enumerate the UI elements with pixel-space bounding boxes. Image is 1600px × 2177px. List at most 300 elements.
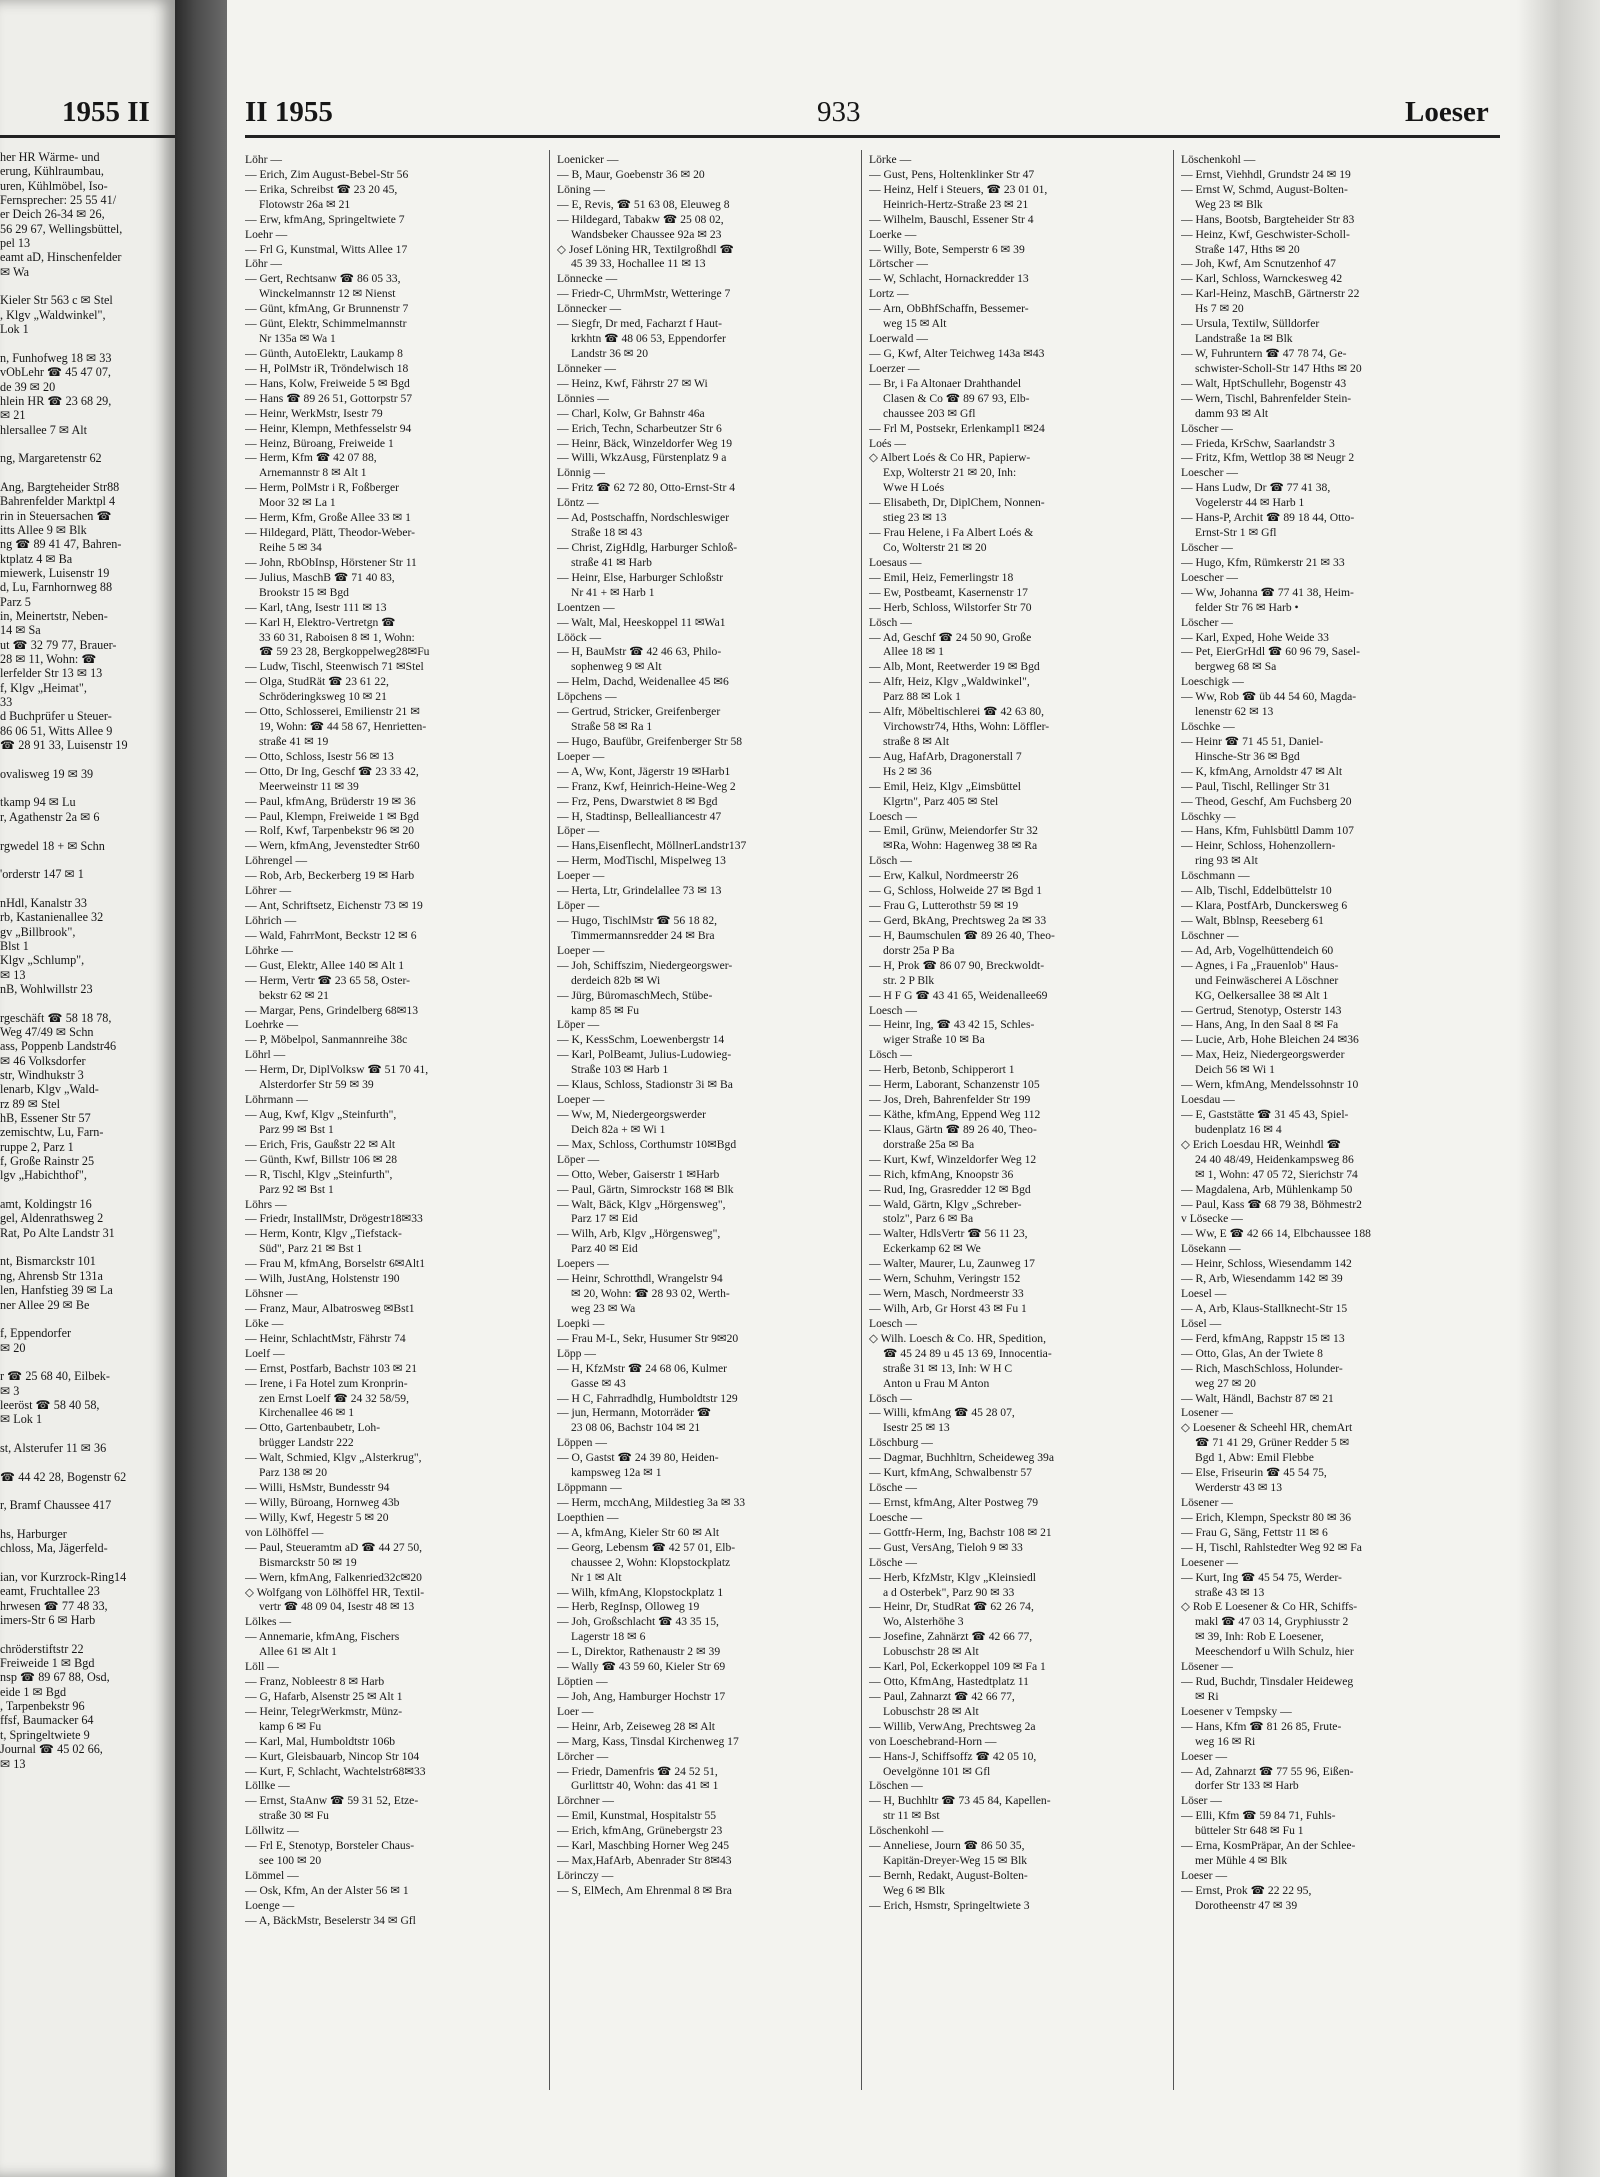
directory-line: Löser — — [1181, 1794, 1222, 1808]
directory-line: — Otto, Dr Ing, Geschf ☎ 23 33 42, — [245, 764, 419, 778]
directory-line: — Ernst, Viehhdl, Grundstr 24 ✉ 19 — [1181, 167, 1351, 181]
directory-line: Loesch — — [869, 1003, 917, 1017]
directory-line: — Joh, Ang, Hamburger Hochstr 17 — [557, 1689, 726, 1703]
directory-line: — Erw, kfmAng, Springeltwiete 7 — [245, 212, 405, 226]
directory-line: gv „Billbrook", — [0, 924, 76, 939]
directory-line: von Loeschebrand-Horn — — [869, 1734, 997, 1748]
directory-line: Wwe H Loés — [883, 481, 945, 495]
directory-line: — Walter, Maurer, Lu, Zaunweg 17 — [869, 1257, 1035, 1271]
directory-line: Lörcher — — [557, 1749, 609, 1763]
directory-line: Lösch — — [869, 615, 912, 629]
directory-line: Löppmann — — [557, 1481, 622, 1495]
directory-line: — Herb, Betonb, Schipperort 1 — [869, 1063, 1015, 1077]
directory-line: — Paul, Zahnarzt ☎ 42 66 77, — [869, 1689, 1015, 1703]
directory-line: Straße 103 ✉ Harb 1 — [571, 1063, 669, 1077]
directory-line: — Frau G, Säng, Fettstr 11 ✉ 6 — [1181, 1525, 1328, 1539]
directory-line: Loerzer — — [869, 361, 920, 375]
directory-line: Loentzen — — [557, 600, 615, 614]
directory-line: — Magdalena, Arb, Mühlenkamp 50 — [1181, 1182, 1353, 1196]
directory-line: ovalisweg 19 ✉ 39 — [0, 766, 94, 781]
directory-line: damm 93 ✉ Alt — [1195, 406, 1269, 420]
directory-line: — H C, Fahrradhdlg, Humboldtstr 129 — [557, 1391, 738, 1405]
directory-line: Loeser — — [1181, 1869, 1228, 1883]
directory-line: — Klara, PostfArb, Dunckersweg 6 — [1181, 899, 1348, 913]
directory-line: — Erich, Klempn, Speckstr 80 ✉ 36 — [1181, 1510, 1352, 1524]
directory-line: ◇ Albert Loés & Co HR, Papierw- — [869, 451, 1031, 465]
directory-line: Clasen & Co ☎ 89 67 93, Elb- — [883, 391, 1030, 405]
directory-line: — Wilh, JustAng, Holstenstr 190 — [245, 1272, 400, 1286]
directory-line: Meerweinstr 11 ✉ 39 — [259, 779, 359, 793]
directory-line: — Heinr, Ing, ☎ 43 42 15, Schles- — [869, 1018, 1035, 1032]
directory-line: Löscher — — [1181, 540, 1233, 554]
directory-line: — Karl, Exped, Hohe Weide 33 — [1181, 630, 1329, 644]
directory-line: — Olga, StudRät ☎ 23 61 22, — [245, 675, 389, 689]
directory-line: rin in Steuersachen ☎ — [0, 508, 112, 523]
directory-line: Löschen — — [869, 1779, 923, 1793]
directory-line: Rat, Po Alte Landstr 31 — [0, 1225, 115, 1240]
directory-line: — Heinz, Helf i Steuers, ☎ 23 01 01, — [869, 182, 1048, 196]
directory-line: — L, Direktor, Rathenaustr 2 ✉ 39 — [557, 1645, 721, 1659]
directory-line: 24 40 48/49, Heidenkampsweg 86 — [1195, 1152, 1354, 1166]
directory-line: — Elisabeth, Dr, DiplChem, Nonnen- — [869, 496, 1045, 510]
directory-line: — Heinr ☎ 71 45 51, Daniel- — [1181, 734, 1324, 748]
directory-line: — Wilh, kfmAng, Klopstockplatz 1 — [557, 1585, 724, 1599]
directory-line: ruppe 2, Parz 1 — [0, 1139, 74, 1154]
directory-line: Blst 1 — [0, 938, 29, 953]
directory-line: Loenicker — — [557, 153, 619, 166]
directory-line: — Wilh, Arb, Klgv „Hörgensweg", — [557, 1227, 721, 1241]
directory-line: n, Funhofweg 18 ✉ 33 — [0, 350, 112, 365]
directory-line: — W, Fuhruntern ☎ 47 78 74, Ge- — [1181, 346, 1347, 360]
year-header: II 1955 — [245, 96, 333, 128]
directory-line: 'orderstr 147 ✉ 1 — [0, 867, 84, 882]
directory-line: Löhrich — — [245, 914, 297, 928]
directory-line: pel 13 — [0, 236, 31, 251]
running-head: Loeser — [1405, 96, 1489, 128]
directory-line — [0, 882, 172, 896]
directory-line: Hs 2 ✉ 36 — [883, 764, 932, 778]
directory-line: Parz 99 ✉ Bst 1 — [259, 1122, 334, 1136]
directory-line: wiger Straße 10 ✉ Ba — [883, 1033, 985, 1047]
directory-line: f, Eppendorfer — [0, 1326, 72, 1341]
directory-line: Lönnecke — — [557, 272, 618, 286]
directory-line: Nr 1 ✉ Alt — [571, 1570, 622, 1584]
directory-line: Kapitän-Dreyer-Weg 15 ✉ Blk — [883, 1854, 1028, 1868]
directory-line: Freiweide 1 ✉ Bgd — [0, 1656, 95, 1671]
directory-line: Lörtscher — — [869, 257, 928, 271]
directory-line: Löntz — — [557, 496, 599, 510]
directory-line: — Gust, VersAng, Tieloh 9 ✉ 33 — [869, 1540, 1023, 1554]
directory-line: Loelf — — [245, 1346, 285, 1360]
directory-line: Losener — — [1181, 1406, 1233, 1420]
directory-line: — Wern, kfmAng, Falkenried32c✉20 — [245, 1570, 422, 1584]
directory-line: er Deich 26-34 ✉ 26, — [0, 207, 105, 222]
directory-line: Lösener — — [1181, 1495, 1233, 1509]
book-gutter — [175, 0, 227, 2177]
directory-line: — Charl, Kolw, Gr Bahnstr 46a — [557, 406, 705, 420]
directory-line: — Herm, Vertr ☎ 23 65 58, Oster- — [245, 973, 411, 987]
directory-line: weg 15 ✉ Alt — [883, 317, 947, 331]
directory-line: ✉ 1, Wohn: 47 05 72, Sierichstr 74 — [1195, 1167, 1358, 1181]
directory-line — [0, 996, 172, 1010]
directory-line: Landstr 36 ✉ 20 — [571, 346, 649, 360]
directory-line: von Lölhöffel — — [245, 1525, 324, 1539]
directory-line: r ☎ 25 68 40, Eilbek- — [0, 1369, 110, 1384]
directory-line: Loeper — — [557, 1093, 605, 1107]
directory-line: — Hans Ludw, Dr ☎ 77 41 38, — [1181, 481, 1331, 495]
directory-line — [0, 1556, 172, 1570]
directory-line: Löper — — [557, 1018, 600, 1032]
directory-line: — Heinr, WerkMstr, Isestr 79 — [245, 406, 383, 420]
directory-line: ◇ Josef Löning HR, Textilgroßhdl ☎ — [557, 242, 734, 256]
directory-line: Löhrengel — — [245, 854, 308, 868]
directory-line: Wandsbeker Chaussee 92a ✉ 23 — [571, 227, 722, 241]
directory-line: straße 41 ✉ 19 — [259, 734, 329, 748]
directory-line: a d Osterbek", Parz 90 ✉ 33 — [883, 1585, 1015, 1599]
directory-line: — Franz, Kwf, Heinrich-Heine-Weg 2 — [557, 779, 736, 793]
directory-line: — Otto, Glas, An der Twiete 8 — [1181, 1346, 1323, 1360]
directory-line: ffsf, Baumacker 64 — [0, 1713, 94, 1728]
directory-line: — H, Baumschulen ☎ 89 26 40, Theo- — [869, 928, 1055, 942]
directory-line: gel, Aldenrathsweg 2 — [0, 1211, 104, 1226]
directory-line: nB, Wohlwillstr 23 — [0, 981, 93, 996]
directory-line: imers-Str 6 ✉ Harb — [0, 1613, 96, 1628]
directory-line: ✉ Lok 1 — [0, 1412, 43, 1427]
directory-line: — Ad, Postschaffn, Nordschleswiger — [557, 511, 730, 525]
directory-line: straße 30 ✉ Fu — [259, 1809, 329, 1823]
directory-line: rgeschäft ☎ 58 18 78, — [0, 1010, 112, 1025]
directory-line: — Fritz, Kfm, Wettlop 38 ✉ Neugr 2 — [1181, 451, 1355, 465]
directory-line: — Friedr-C, UhrmMstr, Wetteringe 7 — [557, 287, 731, 301]
directory-line: ✉Ra, Wohn: Hagenweg 38 ✉ Ra — [883, 839, 1038, 853]
directory-line: lgv „Habichthof", — [0, 1168, 87, 1183]
directory-line: Loenge — — [245, 1898, 295, 1912]
directory-line: — Margar, Pens, Grindelberg 68✉13 — [245, 1003, 419, 1017]
directory-line: — Willib, VerwAng, Prechtsweg 2a — [869, 1719, 1036, 1733]
directory-line: felder Str 76 ✉ Harb • — [1195, 600, 1299, 614]
directory-line: sophenweg 9 ✉ Alt — [571, 660, 662, 674]
directory-line: — Karl, Mal, Humboldtstr 106b — [245, 1734, 396, 1748]
directory-line: 45 39 33, Hochallee 11 ✉ 13 — [571, 257, 706, 271]
directory-line: — Willy, Bote, Semperstr 6 ✉ 39 — [869, 242, 1025, 256]
directory-line — [0, 824, 172, 838]
directory-line: chloss, Ma, Jägerfeld- — [0, 1541, 108, 1556]
directory-line: Loeschigk — — [1181, 675, 1244, 689]
directory-line: Parz 92 ✉ Bst 1 — [259, 1182, 334, 1196]
directory-line: kamp 85 ✉ Fu — [571, 1003, 640, 1017]
directory-line: ✉ 21 — [0, 408, 26, 423]
directory-line: — H, PolMstr iR, Tröndelwisch 18 — [245, 361, 409, 375]
directory-line: Co, Wolterstr 21 ✉ 20 — [883, 540, 987, 554]
directory-line: — Otto, KfmAng, Hastedtplatz 11 — [869, 1675, 1029, 1689]
directory-line: Klgv „Schlump", — [0, 953, 85, 968]
directory-line: — Jos, Dreh, Bahrenfelder Str 199 — [869, 1093, 1031, 1107]
directory-line: — Wally ☎ 43 59 60, Kieler Str 69 — [557, 1660, 726, 1674]
directory-line: Arnemannstr 8 ✉ Alt 1 — [259, 466, 367, 480]
directory-line: — Hans, Kolw, Freiweide 5 ✉ Bgd — [245, 376, 410, 390]
directory-line: — Hugo, TischlMstr ☎ 56 18 82, — [557, 914, 718, 928]
directory-line: — Helm, Dachd, Weidenallee 45 ✉6 — [557, 675, 729, 689]
directory-line: Löhr — — [245, 153, 283, 166]
directory-line: — H F G ☎ 43 41 65, Weidenallee69 — [869, 988, 1048, 1002]
directory-line — [0, 1183, 172, 1197]
directory-line: Loehr — — [245, 227, 288, 241]
directory-line: straße 41 ✉ Harb — [571, 555, 652, 569]
directory-line: — Wern, Tischl, Bahrenfelder Stein- — [1181, 391, 1352, 405]
directory-line: — Herm, Kfm, Große Allee 33 ✉ 1 — [245, 511, 411, 525]
directory-line: ☎ 44 42 28, Bogenstr 62 — [0, 1469, 127, 1484]
directory-line: Löper — — [557, 824, 600, 838]
directory-line: Löhrl — — [245, 1048, 286, 1062]
directory-line: Löke — — [245, 1316, 284, 1330]
directory-line: — Wald, Gärtn, Klgv „Schreber- — [869, 1197, 1022, 1211]
directory-line: Loesch — — [869, 1316, 917, 1330]
directory-line: — G, Schloss, Holweide 27 ✉ Bgd 1 — [869, 884, 1042, 898]
directory-line: — Klaus, Schloss, Stadionstr 3i ✉ Ba — [557, 1078, 733, 1092]
directory-line: Parz 40 ✉ Eid — [571, 1242, 638, 1256]
directory-line: ☎ 28 91 33, Luisenstr 19 — [0, 738, 128, 753]
directory-line: bergweg 68 ✉ Sa — [1195, 660, 1277, 674]
directory-line: hlein HR ☎ 23 68 29, — [0, 393, 112, 408]
directory-line: — Osk, Kfm, An der Alster 56 ✉ 1 — [245, 1883, 409, 1897]
directory-line: — Heinr, SchlachtMstr, Fährstr 74 — [245, 1331, 406, 1345]
directory-line: 33 60 31, Raboisen 8 ✉ 1, Wohn: — [259, 630, 415, 644]
directory-line: Werderstr 43 ✉ 13 — [1195, 1481, 1283, 1495]
directory-line: ass, Poppenb Landstr46 — [0, 1039, 117, 1054]
directory-line: makl ☎ 47 03 14, Gryphiusstr 2 — [1195, 1615, 1349, 1629]
directory-line: ring 93 ✉ Alt — [1195, 854, 1258, 868]
directory-line: Kirchenallee 46 ✉ 1 — [259, 1406, 355, 1420]
directory-line: — Hans ☎ 89 26 51, Gottorpstr 57 — [245, 391, 413, 405]
directory-line: — Paul, Klempn, Freiweide 1 ✉ Bgd — [245, 809, 419, 823]
directory-line: st, Alsterufer 11 ✉ 36 — [0, 1440, 107, 1455]
column-1 — [245, 153, 545, 1929]
directory-line: brügger Landstr 222 — [259, 1436, 354, 1450]
directory-line: — W, Schlacht, Hornackredder 13 — [869, 272, 1029, 286]
directory-line: ✉ 20, Wohn: ☎ 28 93 02, Werth- — [571, 1287, 730, 1301]
directory-line: — Max, Schloss, Corthumstr 10✉Bgd — [557, 1137, 737, 1151]
directory-line: — Frl E, Stenotyp, Borsteler Chaus- — [245, 1839, 415, 1853]
directory-line: erung, Kühlraumbau, — [0, 164, 104, 179]
directory-line: — Günth, Kwf, Billstr 106 ✉ 28 — [245, 1152, 398, 1166]
directory-line: — Willi, kfmAng ☎ 45 28 07, — [869, 1406, 1015, 1420]
directory-line: — Hans, Bootsb, Bargteheider Str 83 — [1181, 212, 1355, 226]
directory-line: Löhsner — — [245, 1287, 298, 1301]
directory-line: — R, Tischl, Klgv „Steinfurth", — [245, 1167, 393, 1181]
directory-line: ng, Margaretenstr 62 — [0, 451, 102, 466]
directory-line: Dorotheenstr 47 ✉ 39 — [1195, 1898, 1298, 1912]
directory-line: ktplatz 4 ✉ Ba — [0, 551, 73, 566]
directory-line: — jun, Hermann, Motorräder ☎ — [557, 1406, 712, 1420]
directory-line: ◇ Rob E Loesener & Co HR, Schiffs- — [1181, 1600, 1358, 1614]
directory-line: str 11 ✉ Bst — [883, 1809, 940, 1823]
directory-line: her HR Wärme- und — [0, 150, 100, 164]
directory-line: — Karl, PolBeamt, Julius-Ludowieg- — [557, 1048, 732, 1062]
directory-line: Lönnig — — [557, 466, 605, 480]
directory-line: Weg 47/49 ✉ Schn — [0, 1024, 94, 1039]
directory-line: — K, kfmAng, Arnoldstr 47 ✉ Alt — [1181, 764, 1343, 778]
directory-line: Timmermannsredder 24 ✉ Bra — [571, 928, 715, 942]
directory-line: — Herm, PolMstr i R, Foßberger — [245, 481, 400, 495]
directory-line — [0, 1355, 172, 1369]
directory-line: — Walt, HptSchullehr, Bogenstr 43 — [1181, 376, 1347, 390]
directory-line: — Rud, Ing, Grasredder 12 ✉ Bgd — [869, 1182, 1031, 1196]
directory-line: — Herm, mcchAng, Mildestieg 3a ✉ 33 — [557, 1495, 746, 1509]
directory-line: Loés — — [869, 436, 907, 450]
directory-line: — Otto, Schloss, Isestr 56 ✉ 13 — [245, 749, 394, 763]
directory-line: — Irene, i Fa Hotel zum Kronprin- — [245, 1376, 408, 1390]
directory-line: chaussee 203 ✉ Gfl — [883, 406, 976, 420]
directory-line — [0, 781, 172, 795]
directory-line: — Heinr, Schloss, Wiesendamm 142 — [1181, 1257, 1352, 1271]
page-edge — [1517, 0, 1600, 2177]
directory-line: — Heinr, Bäck, Winzeldorfer Weg 19 — [557, 436, 733, 450]
directory-line: Weg 6 ✉ Blk — [883, 1883, 945, 1897]
directory-line: Loesaus — — [869, 555, 922, 569]
directory-line: 19, Wohn: ☎ 44 58 67, Henrietten- — [259, 720, 427, 734]
directory-line: Löscher — — [1181, 615, 1233, 629]
directory-line — [0, 466, 172, 480]
directory-line: f, Große Rainstr 25 — [0, 1154, 95, 1169]
directory-line: r, Bramf Chaussee 417 — [0, 1498, 112, 1513]
directory-line: Loepki — — [557, 1316, 605, 1330]
directory-line — [0, 853, 172, 867]
directory-line: — Jürg, BüromaschMech, Stübe- — [557, 988, 713, 1002]
directory-line — [0, 1240, 172, 1254]
directory-line: — Walter, HdlsVertr ☎ 56 11 23, — [869, 1227, 1028, 1241]
directory-line: — Elli, Kfm ☎ 59 84 71, Fuhls- — [1181, 1809, 1336, 1823]
directory-line: — Rud, Buchdr, Tinsdaler Heideweg — [1181, 1675, 1354, 1689]
directory-line: — Georg, Lebensm ☎ 42 57 01, Elb- — [557, 1540, 736, 1554]
column-2 — [557, 153, 857, 1899]
directory-line: ✉ Ri — [1195, 1689, 1219, 1703]
directory-line: — Heinr, Schloss, Hohenzollern- — [1181, 839, 1336, 853]
directory-line: Lömmel — — [245, 1869, 299, 1883]
directory-line: — Anneliese, Journ ☎ 86 50 35, — [869, 1839, 1025, 1853]
directory-line: Alsterdorfer Str 59 ✉ 39 — [259, 1078, 374, 1092]
directory-line: — Walt, Bäck, Klgv „Hörgensweg", — [557, 1197, 726, 1211]
directory-line: Exp, Wolterstr 21 ✉ 20, Inh: — [883, 466, 1017, 480]
directory-line: — Gertrud, Stenotyp, Osterstr 143 — [1181, 1003, 1342, 1017]
directory-line: — Otto, Schlosserei, Emilienstr 21 ✉ — [245, 705, 420, 719]
directory-line: — Ernst, Prok ☎ 22 22 95, — [1181, 1883, 1312, 1897]
directory-line: — Ernst, StaAnw ☎ 59 31 52, Etze- — [245, 1794, 419, 1808]
directory-line: ian, vor Kurzrock-Ring14 — [0, 1570, 127, 1585]
directory-line: — Heinr, TelegrWerkmstr, Münz- — [245, 1704, 403, 1718]
column-4 — [1181, 153, 1481, 1914]
directory-line: — Wern, kfmAng, Jevenstedter Str60 — [245, 839, 420, 853]
directory-line: — Agnes, i Fa „Frauenlob" Haus- — [1181, 958, 1339, 972]
directory-line: Löppen — — [557, 1436, 607, 1450]
directory-line: Lagerstr 18 ✉ 6 — [571, 1630, 646, 1644]
directory-line: — Hans-J, Schiffsoffz ☎ 42 05 10, — [869, 1749, 1037, 1763]
directory-line: — Willi, WkzAusg, Fürstenplatz 9 a — [557, 451, 727, 465]
directory-line: — Heinr, Else, Harburger Schloßstr — [557, 570, 724, 584]
directory-line: — E, Revis, ☎ 51 63 08, Eleuweg 8 — [557, 197, 730, 211]
directory-line: — P, Möbelpol, Sanmannreihe 38c — [245, 1033, 408, 1047]
directory-line: — Max,HafArb, Abenrader Str 8✉43 — [557, 1854, 732, 1868]
directory-line: chröderstiftstr 22 — [0, 1641, 84, 1656]
directory-line: — Herm, Dr, DiplVolksw ☎ 51 70 41, — [245, 1063, 429, 1077]
directory-line: — Klaus, Gärtn ☎ 89 26 40, Theo- — [869, 1122, 1037, 1136]
directory-line: Löper — — [557, 1152, 600, 1166]
directory-line: Löscher — — [1181, 421, 1233, 435]
directory-line: Lok 1 — [0, 322, 29, 337]
directory-line: — Karl, Schloss, Warnckesweg 42 — [1181, 272, 1343, 286]
directory-line: tkamp 94 ✉ Lu — [0, 795, 76, 810]
directory-line: — Erich, Fris, Gaußstr 22 ✉ Alt — [245, 1137, 396, 1151]
directory-line: — Br, i Fa Altonaer Drahthandel — [869, 376, 1022, 390]
directory-line: — Hans, Ang, In den Saal 8 ✉ Fa — [1181, 1018, 1339, 1032]
directory-line: Loeper — — [557, 943, 605, 957]
directory-line — [0, 1513, 172, 1527]
directory-line: — Franz, Maur, Albatrosweg ✉Bst1 — [245, 1301, 415, 1315]
left-page-fragment — [0, 150, 172, 1771]
directory-line: — Friedr, InstallMstr, Drögestr18✉33 — [245, 1212, 423, 1226]
directory-line: zen Ernst Loelf ☎ 24 32 58/59, — [259, 1391, 409, 1405]
directory-line: Flotowstr 26a ✉ 21 — [259, 197, 351, 211]
directory-line: — Arn, ObBhfSchaffn, Bessemer- — [869, 302, 1029, 316]
directory-line: Allee 61 ✉ Alt 1 — [259, 1645, 337, 1659]
directory-line: t, Springeltwiete 9 — [0, 1727, 90, 1742]
directory-line: Löschenkohl — — [869, 1824, 944, 1838]
directory-line: — Karl H, Elektro-Vertretgn ☎ — [245, 615, 396, 629]
directory-line: Lönnies — — [557, 391, 609, 405]
directory-line: — Julius, MaschB ☎ 71 40 83, — [245, 570, 395, 584]
directory-line: Eckerkamp 62 ✉ We — [883, 1242, 981, 1256]
directory-line: in, Meinertstr, Neben- — [0, 609, 108, 623]
directory-line: Loescher — — [1181, 570, 1238, 584]
directory-line: — Rolf, Kwf, Tarpenbekstr 96 ✉ 20 — [245, 824, 415, 838]
directory-line: — Wald, FahrrMont, Beckstr 12 ✉ 6 — [245, 928, 417, 942]
right-page — [227, 0, 1517, 2177]
directory-line — [0, 1312, 172, 1326]
directory-line — [0, 1627, 172, 1641]
directory-line: Loesdau — — [1181, 1093, 1235, 1107]
directory-line: — Alb, Mont, Reetwerder 19 ✉ Bgd — [869, 660, 1040, 674]
directory-line: , Klgv „Waldwinkel", — [0, 307, 106, 322]
directory-line: lenarb, Klgv „Wald- — [0, 1082, 99, 1097]
directory-line: Lösche — — [869, 1481, 917, 1495]
directory-line: Loepers — — [557, 1257, 609, 1271]
directory-line: — Gert, Rechtsanw ☎ 86 05 33, — [245, 272, 401, 286]
directory-line: — H, KfzMstr ☎ 24 68 06, Kulmer — [557, 1361, 727, 1375]
directory-line: Loesche — — [869, 1510, 923, 1524]
directory-line: Anton u Frau M Anton — [883, 1376, 990, 1390]
directory-line: Lobuschstr 28 ✉ Alt — [883, 1704, 979, 1718]
directory-line: Löschburg — — [869, 1436, 933, 1450]
directory-line: eide 1 ✉ Bgd — [0, 1684, 67, 1699]
directory-line: — Fritz ☎ 62 72 80, Otto-Ernst-Str 4 — [557, 481, 736, 495]
directory-line: — Wern, kfmAng, Mendelssohnstr 10 — [1181, 1078, 1359, 1092]
directory-line: Parz 138 ✉ 20 — [259, 1466, 327, 1480]
directory-line: — Franz, Nobleestr 8 ✉ Harb — [245, 1675, 385, 1689]
directory-line: — Günt, Elektr, Schimmelmannstr — [245, 317, 407, 331]
directory-line: krkhtn ☎ 48 06 53, Eppendorfer — [571, 332, 726, 346]
directory-line: — Ant, Schriftsetz, Eichenstr 73 ✉ 19 — [245, 899, 423, 913]
directory-line: — Hans, Kfm ☎ 81 26 85, Frute- — [1181, 1719, 1342, 1733]
directory-line: rb, Kastanienallee 32 — [0, 910, 104, 925]
directory-line: Lörke — — [869, 153, 912, 166]
directory-line: 14 ✉ Sa — [0, 623, 41, 638]
directory-line: Landstraße 1a ✉ Blk — [1195, 332, 1293, 346]
directory-line: — Ww, E ☎ 42 66 14, Elbchaussee 188 — [1181, 1227, 1371, 1241]
directory-line: — Herb, Schloss, Wilstorfer Str 70 — [869, 600, 1032, 614]
directory-line: Bismarckstr 50 ✉ 19 — [259, 1555, 357, 1569]
directory-line: — Frau G, Lutterothstr 59 ✉ 19 — [869, 899, 1019, 913]
directory-line: — Walt, Bblnsp, Reeseberg 61 — [1181, 914, 1324, 928]
directory-line: — Kurt, F, Schlacht, Wachtelstr68✉33 — [245, 1764, 426, 1778]
